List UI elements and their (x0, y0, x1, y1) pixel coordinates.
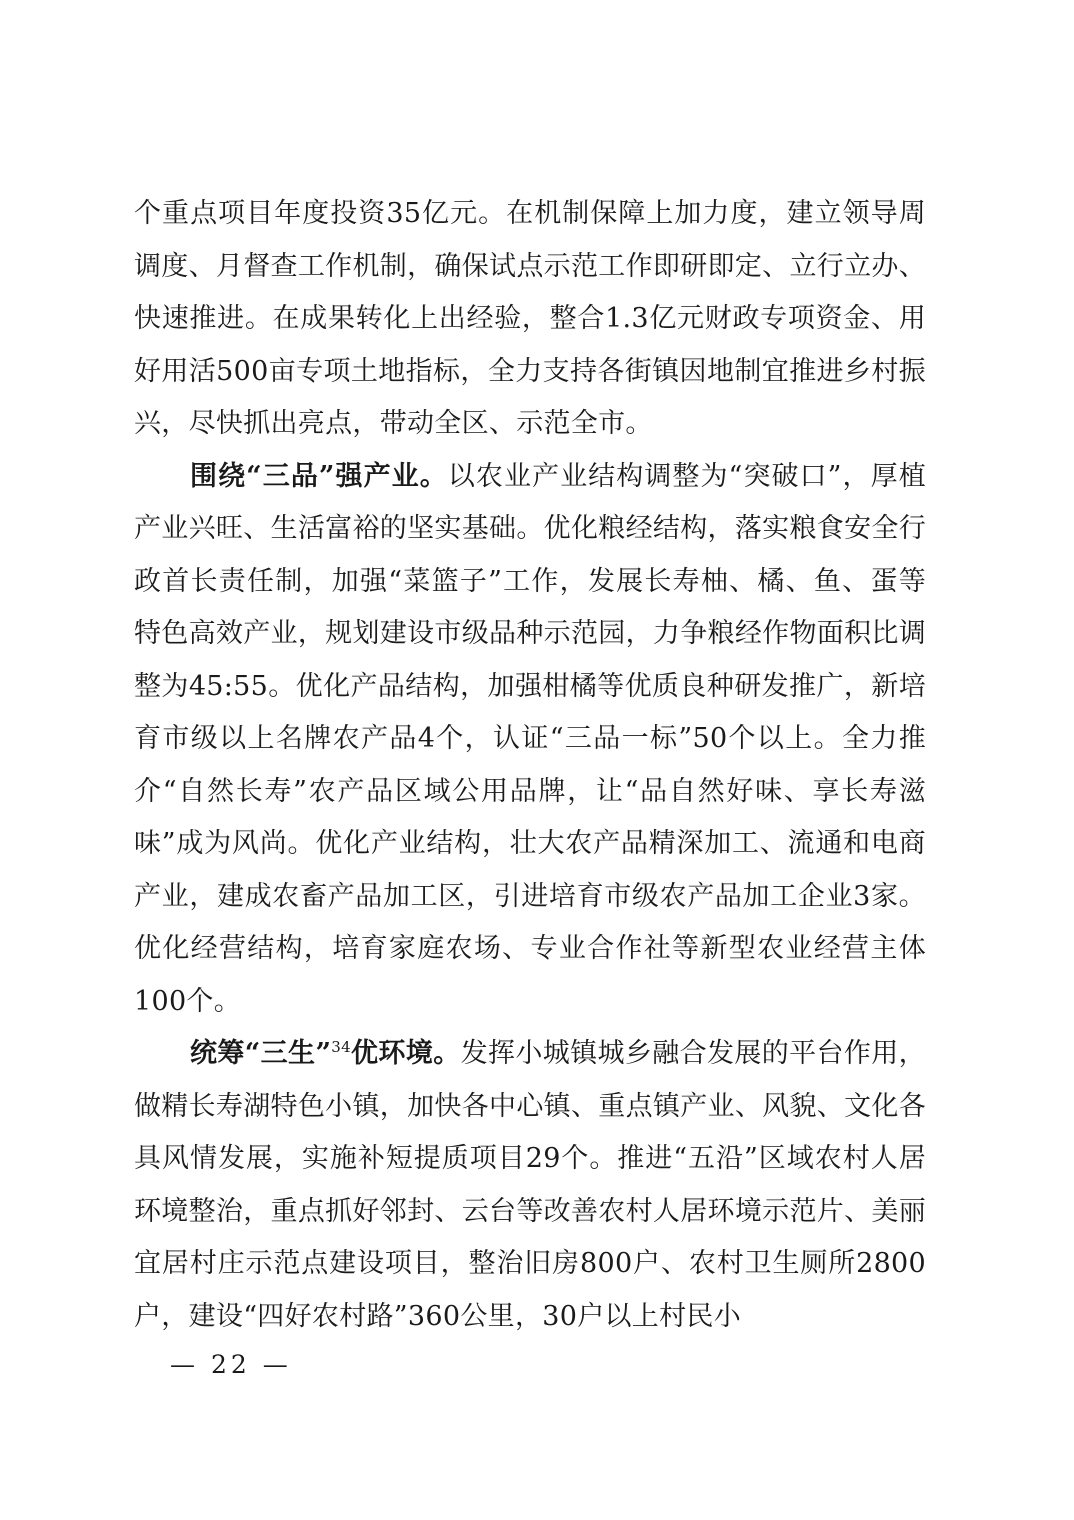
paragraph-1-text: 个重点项目年度投资35亿元。在机制保障上加力度，建立领导周调度、月督查工作机制，确保试点示范工作即研即定、立行立办、快速推进。在成果转化上出经验，整合1.3亿元财政专项资金、用好用活500亩专项土地指标，全力支持各街镇因地制宜推进乡村振兴，尽快抓出亮点，带动全区、示范全市。 (134, 198, 926, 439)
paragraph-3-heading-tail: 优环境。 (350, 1038, 461, 1069)
paragraph-3-text: 发挥小城镇城乡融合发展的平台作用，做精长寿湖特色小镇，加快各中心镇、重点镇产业、风貌、文化各具风情发展，实施补短提质项目29个。推进“五沿”区域农村人居环境整治，重点抓好邻封、云台等改善农村人居环境示范片、美丽宜居村庄示范点建设项目，整治旧房800户、农村卫生厕所2800户，建设“四好农村路”360公里，30户以上村民小 (134, 1038, 926, 1332)
paragraph-3-heading: 统筹“三生” (190, 1038, 332, 1069)
footnote-marker[interactable]: 34 (331, 1038, 351, 1056)
paragraph-3 (134, 1028, 926, 1343)
paragraph-2-heading: 围绕“三品”强产业。 (190, 460, 448, 492)
page-number: — 22 — (170, 1350, 292, 1379)
paragraph-2 (134, 451, 926, 1029)
body-text (134, 188, 926, 1343)
paragraph-1 (134, 188, 926, 451)
paragraph-2-text: 以农业产业结构调整为“突破口”，厚植产业兴旺、生活富裕的坚实基础。优化粮经结构，落实粮食安全行政首长责任制，加强“菜篮子”工作，发展长寿柚、橘、鱼、蛋等特色高效产业，规划建设市级品种示范园，力争粮经作物面积比调整为45:55。优化产品结构，加强柑橘等优质良种研发推广，新培育市级以上名牌农产品4个，认证“三品一标”50个以上。全力推介“自然长寿”农产品区域公用品牌，让“品自然好味、享长寿滋味”成为风尚。优化产业结构，壮大农产品精深加工、流通和电商产业，建成农畜产品加工区，引进培育市级农产品加工企业3家。优化经营结构，培育家庭农场、专业合作社等新型农业经营主体100个。 (134, 460, 926, 1017)
